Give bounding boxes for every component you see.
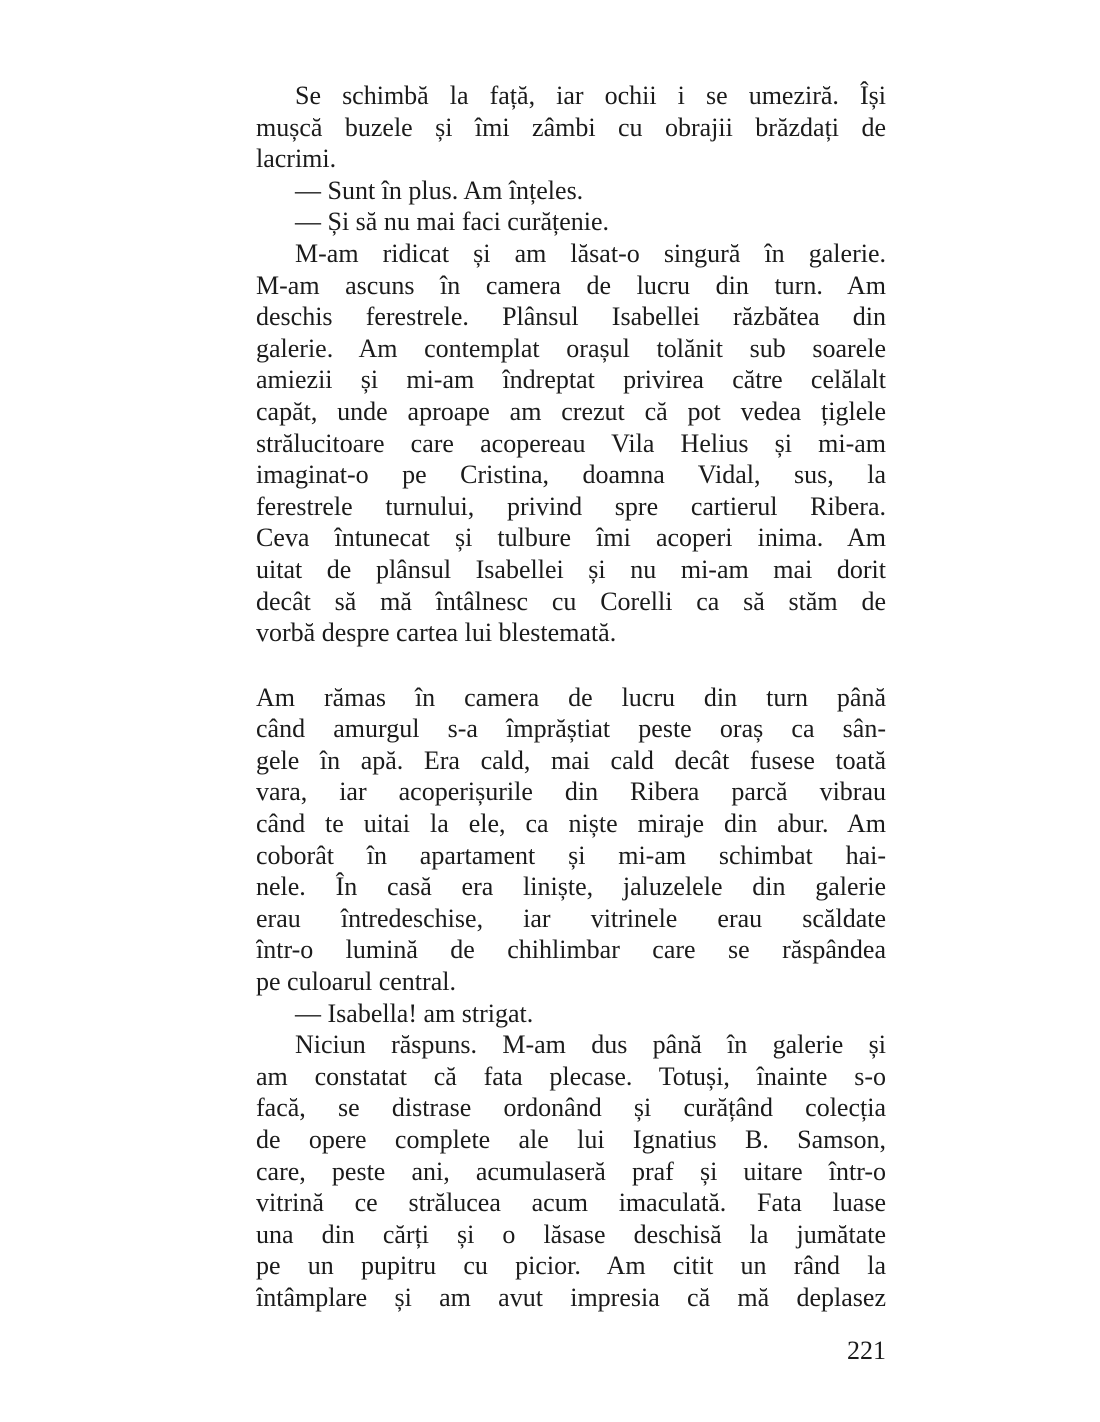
text-line: coborât în apartament și mi-am schimbat hai- (256, 840, 886, 870)
text-line: una din cărți și o lăsase deschisă la jumătate (256, 1219, 886, 1249)
text-line: vorbă despre cartea lui blestemată. (256, 618, 617, 648)
text-line: — Și să nu mai faci curățenie. (295, 207, 610, 237)
text-line: strălucitoare care acopereau Vila Helius și mi-am (256, 428, 886, 458)
text-line: erau întredeschise, iar vitrinele erau scăldate (256, 903, 886, 933)
text-line: vara, iar acoperișurile din Ribera parcă vibrau (256, 777, 886, 807)
text-line: nele. În casă era liniște, jaluzelele din galerie (256, 872, 886, 902)
text-line: galerie. Am contemplat orașul tolănit sub soarele (256, 333, 886, 363)
paragraph (256, 206, 886, 238)
text-line: decât să mă întâlnesc cu Corelli ca să stăm de (256, 586, 886, 616)
paragraph (256, 80, 886, 175)
text-line: — Isabella! am strigat. (295, 998, 534, 1028)
text-line: ferestrele turnului, privind spre cartierul Ribera. (256, 491, 886, 521)
text-line: Ceva întunecat și tulbure îmi acoperi inima. Am (256, 523, 886, 553)
text-line: întâmplare și am avut impresia că mă deplasez (256, 1282, 886, 1312)
text-line: care, peste ani, acumulaseră praf și uitare într-o (256, 1156, 886, 1186)
text-line: lacrimi. (256, 144, 337, 174)
text-line: Niciun răspuns. M-am dus până în galerie și (295, 1030, 886, 1060)
text-line: am constatat că fata plecase. Totuși, înainte s-o (256, 1061, 886, 1091)
text-line: — Sunt în plus. Am înțeles. (295, 175, 584, 205)
paragraph (256, 1029, 886, 1313)
text-line: gele în apă. Era cald, mai cald decât fusese toată (256, 745, 886, 775)
text-line: când te uitai la ele, ca niște miraje din abur. Am (256, 809, 886, 839)
text-line: de opere complete ale lui Ignatius B. Samson, (256, 1125, 886, 1154)
text-line: capăt, unde aproape am crezut că pot vedea țiglele (256, 396, 886, 426)
text-line: pe un pupitru cu picior. Am citit un rând la (256, 1251, 886, 1281)
section-break (256, 649, 886, 682)
text-line: când amurgul s-a împrăștiat peste oraș ca sân- (256, 714, 886, 744)
text-line: M-am ascuns în camera de lucru din turn. Am (256, 270, 886, 300)
text-line: Am rămas în camera de lucru din turn până (256, 682, 886, 712)
text-line: într-o lumină de chihlimbar care se răspândea (256, 935, 886, 965)
text-line: Se schimbă la față, iar ochii i se umeziră. Își (295, 81, 886, 110)
text-column (256, 80, 886, 1366)
paragraph (256, 175, 886, 207)
text-line: vitrină ce strălucea acum imaculată. Fata luase (256, 1188, 886, 1218)
text-line: M-am ridicat și am lăsat-o singură în galerie. (295, 238, 886, 268)
text-line: facă, se distrase ordonând și curățând colecția (256, 1093, 886, 1123)
text-line: deschis ferestrele. Plânsul Isabellei răzbătea din (256, 302, 886, 332)
text-line: amiezii și mi-am îndreptat privirea către celălalt (256, 365, 886, 395)
text-line: pe culoarul central. (256, 967, 456, 997)
paragraph (256, 682, 886, 998)
text-line: uitat de plânsul Isabellei și nu mi-am mai dorit (256, 554, 886, 584)
paragraph (256, 238, 886, 649)
page-number: 221 (847, 1335, 886, 1365)
text-line: mușcă buzele și îmi zâmbi cu obrajii brăzdați de (256, 112, 886, 142)
text-line: imaginat-o pe Cristina, doamna Vidal, sus, la (256, 460, 886, 490)
paragraph (256, 998, 886, 1030)
